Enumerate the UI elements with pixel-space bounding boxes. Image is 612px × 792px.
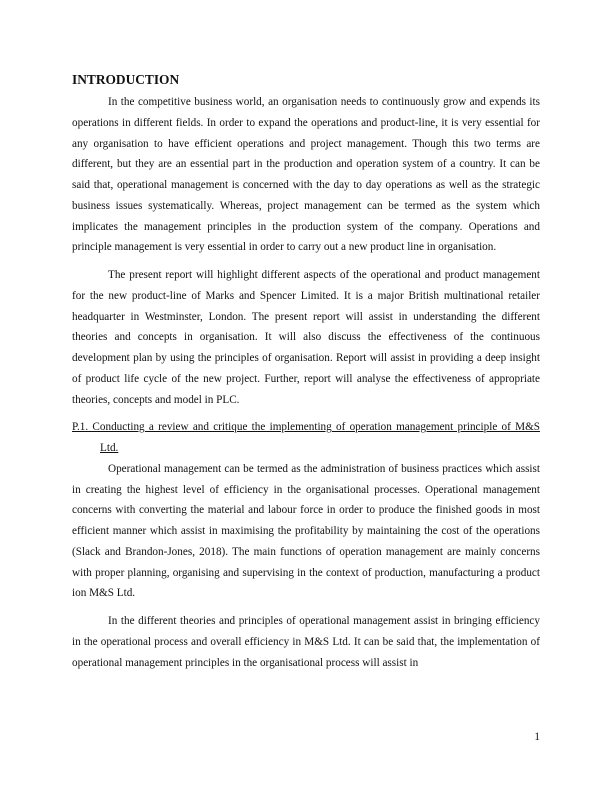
section-paragraph-2: In the different theories and principles of operational management assist in bringing efficiency in the operational process and overall efficiency in M&S Ltd. It can be said that, the implementation of operational management principles in the organisational process will assist in	[72, 615, 540, 669]
intro-paragraph-1: In the competitive business world, an organisation needs to continuously grow and expends its operations in different fields. In order to expand the operations and product-line, it is very essential for any organisation to have efficient operations and project management. Though this two terms are different, but they are an essential part in the production and operation system of a country. It can be said that, operational management is concerned with the day to day operations as well as the strategic business issues systematically. Whereas, project management can be termed as the system which implicates the management principles in the production system of the company. Operations and principle management is very essential in order to carry out a new product line in organisation.	[72, 96, 540, 254]
intro-paragraph-2: The present report will highlight different aspects of the operational and product management for the new product-line of Marks and Spencer Limited. It is a major British multinational retailer headquarter in Westminster, London. The present report will assist in understanding the different theories and concepts in organisation. It will also discuss the effectiveness of the continuous development plan by using the principles of organisation. Report will assist in providing a deep insight of product life cycle of the new project. Further, report will analyse the effectiveness of appropriate theories, concepts and model in PLC.	[72, 269, 540, 406]
page-content	[72, 70, 540, 680]
section-paragraph-1: Operational management can be termed as the administration of business practices which assist in creating the highest level of efficiency in the organisational processes. Operational management concerns with converting the material and labour force in order to produce the finished goods in most efficient manner which assist in maximising the profitability by maintaining the cost of the operations (Slack and Brandon-Jones, 2018). The main functions of operation management are mainly concerns with proper planning, organising and supervising in the context of production, manufacturing a product ion M&S Ltd.	[72, 462, 540, 600]
subsection-heading-p1: P.1. Conducting a review and critique the implementing of operation management principle of M&S Ltd.	[72, 421, 540, 454]
section-heading-introduction: INTRODUCTION	[72, 72, 180, 87]
page-number: 1	[534, 731, 540, 743]
